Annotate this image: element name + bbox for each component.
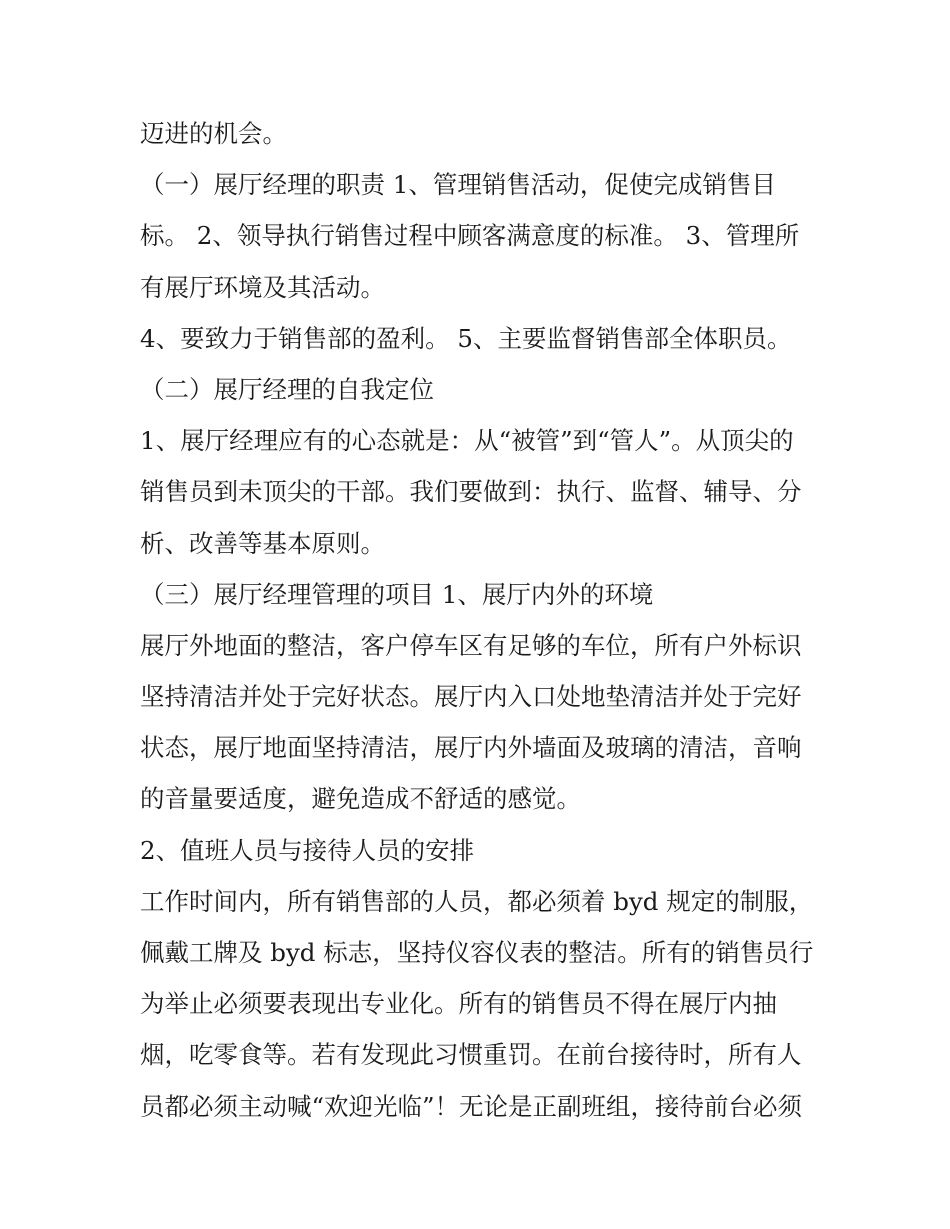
text-line: 烟，吃零食等。若有发现此习惯重罚。在前台接待时，所有人 <box>140 1040 802 1070</box>
document-body <box>140 108 830 1132</box>
text-line: 迈进的机会。 <box>140 119 287 148</box>
text-line: 销售员到未顶尖的干部。我们要做到：执行、监督、辅导、分 <box>140 477 802 507</box>
text-line: 有展厅环境及其活动。 <box>140 272 385 302</box>
text-line: 状态，展厅地面坚持清洁，展厅内外墙面及玻璃的清洁，音响 <box>140 733 802 763</box>
text-line: 坚持清洁并处于完好状态。展厅内入口处地垫清洁并处于完好 <box>140 682 802 712</box>
text-line: 为举止必须要表现出专业化。所有的销售员不得在展厅内抽 <box>140 989 777 1019</box>
text-line: 2、值班人员与接待人员的安排 <box>140 835 475 865</box>
text-line: （三）展厅经理管理的项目 1、展厅内外的环境 <box>140 579 654 609</box>
text-line: 的音量要适度，避免造成不舒适的感觉。 <box>140 784 581 814</box>
text-line: 析、改善等基本原则。 <box>140 528 385 558</box>
text-line: 佩戴工牌及 byd 标志，坚持仪容仪表的整洁。所有的销售员行 <box>140 938 814 967</box>
text-line: （一）展厅经理的职责 1、管理销售活动，促使完成销售目 <box>140 170 776 200</box>
text-line: 4、要致力于销售部的盈利。 5、主要监督销售部全体职员。 <box>140 323 792 353</box>
text-line: 工作时间内，所有销售部的人员，都必须着 byd 规定的制服， <box>140 886 814 916</box>
text-line: 1、展厅经理应有的心态就是：从“被管”到“管人”。从顶尖的 <box>140 426 794 456</box>
text-line: 标。 2、领导执行销售过程中顾客满意度的标准。 3、管理所 <box>140 221 800 251</box>
text-line: 展厅外地面的整洁，客户停车区有足够的车位，所有户外标识 <box>140 630 802 660</box>
text-line: 员都必须主动喊“欢迎光临”！无论是正副班组，接待前台必须 <box>140 1091 803 1121</box>
text-line: （二）展厅经理的自我定位 <box>140 374 434 404</box>
